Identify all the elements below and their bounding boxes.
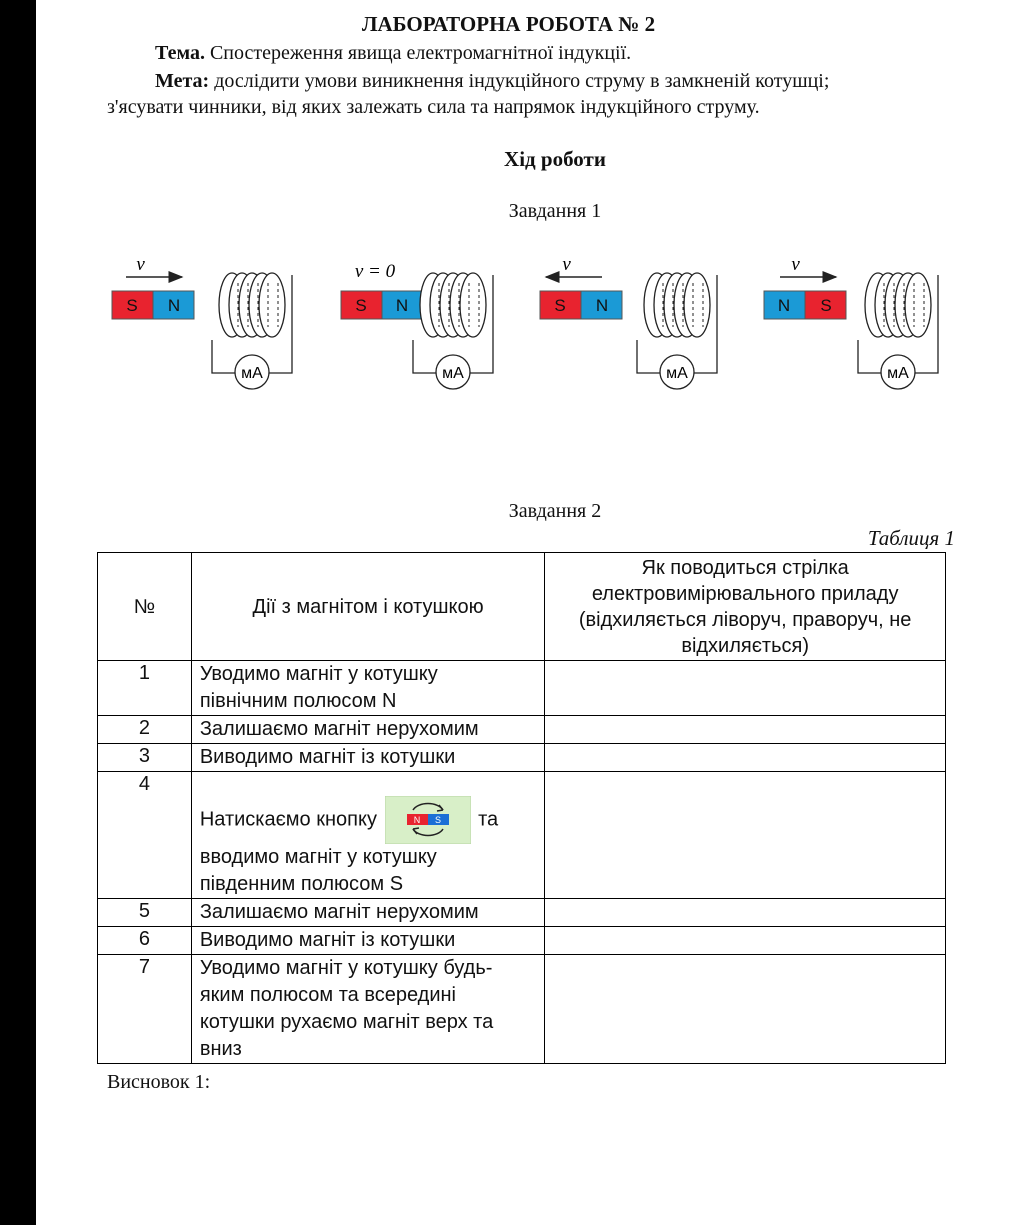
document-title: ЛАБОРАТОРНА РОБОТА № 2 [361,12,656,36]
row-num: 6 [98,927,192,955]
table-row [98,772,946,899]
pole-label: N [595,296,609,315]
table-row [98,716,946,744]
action-text: та [478,808,499,831]
action-text: північним полюсом N [199,690,397,712]
row-num: 5 [98,899,192,927]
table-row [98,927,946,955]
row-num: 3 [98,744,192,772]
panel-1 [112,254,292,389]
row-num: 1 [98,661,192,716]
topic-text: Спостереження явища електромагнітної індукції. [209,42,632,64]
task1-heading: Завдання 1 [508,200,602,222]
table-row [98,744,946,772]
row-num: 7 [98,955,192,1064]
pole-label: N [167,296,181,315]
induction-experiment-diagram [100,245,950,395]
table-caption: Таблиця 1 [867,526,955,550]
needle-answer-cell[interactable] [545,661,946,716]
row-action: Виводимо магніт із котушки [191,744,544,772]
milliammeter-label: мА [666,365,688,382]
pole-label: S [820,296,832,315]
row-action: Виводимо магніт із котушки [191,927,544,955]
left-black-border [0,0,36,1225]
row-num: 2 [98,716,192,744]
action-text: південним полюсом S [199,873,404,895]
table-row [98,955,946,1064]
milliammeter-label: мА [887,365,909,382]
pole-label: S [126,296,138,315]
goal-text-1: дослідити умови виникнення індукційного струму в замкненій котушці; [214,70,830,92]
velocity-label-4: v⃗ [791,254,815,275]
header-action: Дії з магнітом і котушкою [191,553,544,661]
milliammeter-label: мА [241,365,263,382]
row-action: Залишаємо магніт нерухомим [191,716,544,744]
needle-answer-cell[interactable] [545,927,946,955]
procedure-heading: Хід роботи [504,147,606,171]
pole-label: S [355,296,367,315]
row-num: 4 [98,772,192,899]
needle-answer-cell[interactable] [545,955,946,1064]
goal-text-2: з'ясувати чинники, від яких залежать сила та напрямок індукційного струму. [107,96,760,118]
topic-line [155,40,631,66]
needle-answer-cell[interactable] [545,744,946,772]
row-action [191,661,544,716]
velocity-label-2: v = 0 [354,261,396,282]
header-needle: Як поводиться стрілка електровимірювального приладу (відхиляється ліворуч, праворуч, не відхиляється) [545,553,946,661]
pole-label: S [554,296,566,315]
pole-label: N [395,296,409,315]
topic-label: Тема. [155,42,205,64]
needle-answer-cell[interactable] [545,899,946,927]
button-pole-label: S [434,815,441,825]
goal-label: Мета: [155,70,210,92]
action-text: вводимо магніт у котушку [199,846,437,868]
panel-4 [764,254,938,389]
table-header-row [98,553,946,661]
action-text: Уводимо магніт у котушку будь- [199,957,493,979]
needle-answer-cell[interactable] [545,716,946,744]
needle-answer-cell[interactable] [545,772,946,899]
action-text: яким полюсом та всередині [199,984,456,1006]
row-action [191,955,544,1064]
action-text: Натискаємо кнопку [199,808,377,831]
milliammeter-label: мА [442,365,464,382]
table-row [98,661,946,716]
task2-heading: Завдання 2 [508,500,602,522]
panel-3 [540,254,717,389]
results-table [97,552,946,1064]
pole-label: N [777,296,791,315]
action-text: вниз [199,1038,242,1060]
conclusion-label: Висновок 1: [107,1071,211,1093]
table-row [98,899,946,927]
goal-line [155,68,829,94]
panel-2 [341,261,493,389]
action-text: котушки рухаємо магніт верх та [199,1011,494,1033]
velocity-label-3: v⃗ [562,254,586,275]
row-action [191,772,544,899]
action-text: Уводимо магніт у котушку [199,663,438,685]
header-num: № [98,553,192,661]
button-pole-label: N [413,815,420,825]
flip-magnet-button[interactable] [385,796,471,844]
row-action: Залишаємо магніт нерухомим [191,899,544,927]
velocity-label-1: v⃗ [136,254,160,275]
